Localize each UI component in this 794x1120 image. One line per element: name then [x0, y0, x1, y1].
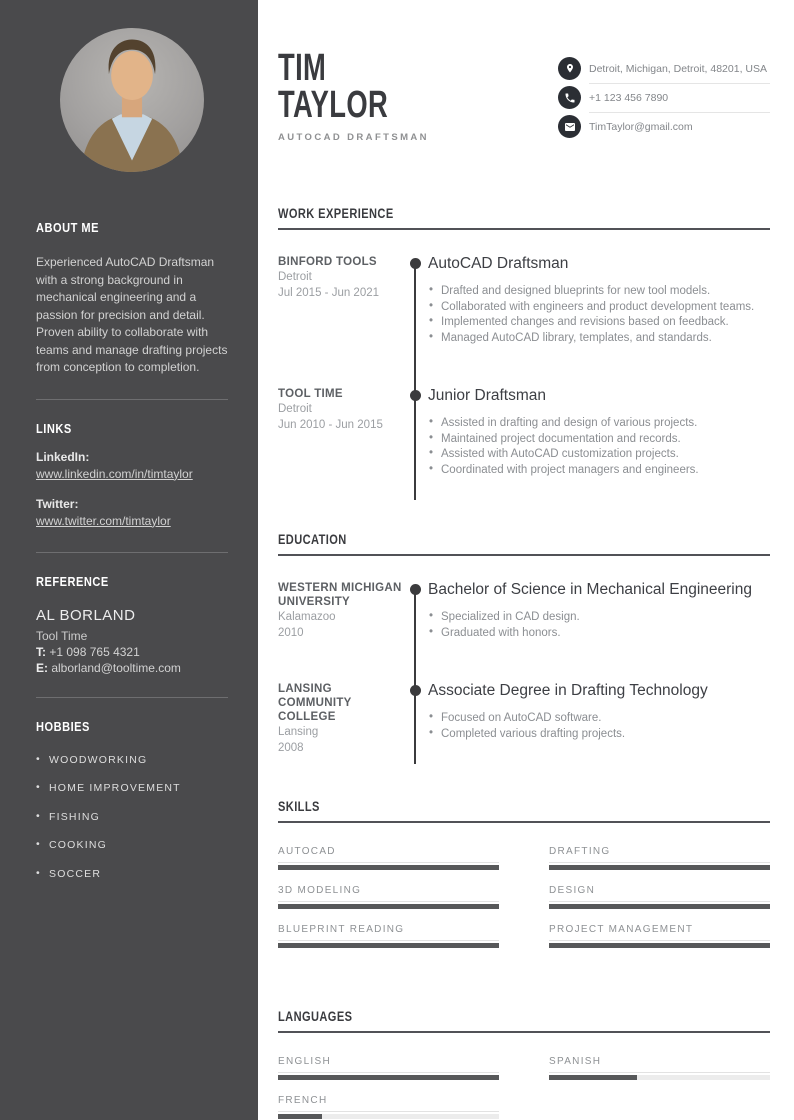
work-experience-title: WORK EXPERIENCE — [278, 206, 394, 221]
location-text: Detroit, Michigan, Detroit, 48201, USA — [589, 62, 767, 75]
language-meter — [549, 1075, 770, 1080]
hobby-item: • FISHING — [36, 811, 228, 823]
language-item — [278, 1056, 499, 1080]
language-meter — [278, 1075, 499, 1080]
language-meter-fill — [278, 1075, 499, 1080]
sidebar-divider — [36, 697, 228, 698]
skill-meter — [549, 943, 770, 948]
section-rule — [278, 554, 770, 556]
school-name: WESTERN MICHIGAN UNIVERSITY — [278, 582, 402, 608]
email-text: TimTaylor@gmail.com — [589, 120, 693, 133]
skill-meter — [549, 865, 770, 870]
skill-item — [549, 885, 770, 909]
bullet-item: • Assisted with AutoCAD customization projects. — [428, 447, 770, 463]
work-experience-section — [278, 206, 770, 478]
skill-meter — [278, 904, 499, 909]
hobby-list — [36, 754, 228, 880]
contact-block — [558, 57, 770, 143]
company-name: BINFORD TOOLS — [278, 256, 377, 268]
timeline-dot — [410, 390, 421, 401]
about-title: ABOUT ME — [36, 220, 100, 235]
bullet-item: • Completed various drafting projects. — [428, 727, 770, 743]
education-dates: 2008 — [278, 741, 304, 754]
hobby-item: • HOME IMPROVEMENT — [36, 782, 228, 794]
experience-entry — [278, 255, 770, 346]
skills-section — [278, 799, 770, 948]
education-dates: 2010 — [278, 626, 304, 639]
bullet-item: • Focused on AutoCAD software. — [428, 711, 770, 727]
bullet-item: • Specialized in CAD design. — [428, 610, 770, 626]
hobby-item: • COOKING — [36, 839, 228, 851]
education-title: EDUCATION — [278, 532, 347, 547]
link-item-linkedin — [36, 450, 228, 483]
contact-divider — [589, 112, 770, 113]
link-item-twitter — [36, 497, 228, 530]
link-label: Twitter: — [36, 496, 79, 511]
language-item — [549, 1056, 770, 1080]
name-block — [278, 47, 431, 143]
person-job-title: AUTOCAD DRAFTSMAN — [278, 132, 429, 143]
sidebar — [0, 0, 258, 1120]
skill-meter-fill — [278, 865, 499, 870]
languages-section — [278, 1009, 770, 1119]
school-name: LANSING COMMUNITY COLLEGE — [278, 683, 352, 723]
degree-title: Bachelor of Science in Mechanical Engineering — [428, 581, 752, 598]
employment-dates: Jun 2010 - Jun 2015 — [278, 418, 383, 431]
about-text: Experienced AutoCAD Draftsman with a strong background in mechanical engineering and a passion for precision and detail. Proven ability to collaborate with teams and manage drafting projects from conception to completion. — [36, 255, 228, 374]
section-rule — [278, 228, 770, 230]
links-title: LINKS — [36, 420, 72, 436]
portrait-illustration — [60, 28, 204, 172]
education-timeline — [278, 581, 770, 754]
experience-meta — [278, 255, 406, 300]
bullet-item: • Drafted and designed blueprints for new tool models. — [428, 284, 770, 300]
company-name: TOOL TIME — [278, 388, 343, 400]
languages-title: LANGUAGES — [278, 1009, 353, 1024]
languages-grid — [278, 1056, 770, 1119]
reference-company: Tool Time — [36, 628, 88, 643]
school-location: Kalamazoo — [278, 611, 336, 623]
company-location: Detroit — [278, 271, 312, 283]
skill-item — [549, 924, 770, 948]
link-label: LinkedIn: — [36, 449, 90, 464]
skills-title: SKILLS — [278, 799, 320, 814]
degree-bullets — [428, 711, 770, 742]
skill-label: AUTOCAD — [278, 846, 499, 863]
skill-label: DRAFTING — [549, 846, 770, 863]
degree-bullets — [428, 610, 770, 641]
reference-phone: T: +1 098 765 4321 — [36, 644, 140, 659]
education-meta — [278, 581, 406, 640]
reference-email: E: alborland@tooltime.com — [36, 660, 181, 675]
main-content — [258, 0, 794, 1120]
reference-name: AL BORLAND — [36, 606, 136, 624]
school-location: Lansing — [278, 726, 319, 738]
skill-meter-fill — [549, 865, 770, 870]
hobbies-section — [36, 719, 228, 880]
role-bullets — [428, 284, 770, 346]
skill-label: BLUEPRINT READING — [278, 924, 499, 941]
sidebar-divider — [36, 552, 228, 553]
links-section — [36, 421, 228, 530]
skill-item — [278, 846, 499, 870]
language-label: FRENCH — [278, 1095, 499, 1112]
timeline-dot — [410, 685, 421, 696]
role-title: AutoCAD Draftsman — [428, 255, 569, 272]
contact-email — [558, 115, 770, 138]
bullet-item: • Implemented changes and revisions based on feedback. — [428, 315, 770, 331]
bullet-item: • Assisted in drafting and design of various projects. — [428, 416, 770, 432]
language-label: SPANISH — [549, 1056, 770, 1073]
role-bullets — [428, 416, 770, 478]
language-meter-fill — [278, 1114, 322, 1119]
skill-meter-fill — [549, 943, 770, 948]
contact-location — [558, 57, 770, 80]
education-entry — [278, 682, 770, 754]
person-name: TIM TAYLOR — [278, 47, 389, 126]
hobby-item: • SOCCER — [36, 868, 228, 880]
timeline-dot — [410, 584, 421, 595]
skill-item — [549, 846, 770, 870]
hobbies-title: HOBBIES — [36, 718, 90, 734]
skill-meter-fill — [278, 943, 499, 948]
company-location: Detroit — [278, 403, 312, 415]
linkedin-link[interactable]: www.linkedin.com/in/timtaylor — [36, 466, 193, 481]
experience-timeline — [278, 255, 770, 478]
role-title: Junior Draftsman — [428, 387, 547, 404]
bullet-item: • Graduated with honors. — [428, 626, 770, 642]
skill-item — [278, 885, 499, 909]
skill-meter — [278, 943, 499, 948]
education-entry — [278, 581, 770, 641]
skill-label: DESIGN — [549, 885, 770, 902]
section-rule — [278, 821, 770, 823]
education-section — [278, 532, 770, 754]
twitter-link[interactable]: www.twitter.com/timtaylor — [36, 513, 171, 528]
contact-divider — [589, 83, 770, 84]
hobby-item: • WOODWORKING — [36, 754, 228, 766]
timeline-dot — [410, 258, 421, 269]
email-icon — [558, 115, 581, 138]
sidebar-divider — [36, 399, 228, 400]
skill-label: PROJECT MANAGEMENT — [549, 924, 770, 941]
language-item — [278, 1095, 499, 1119]
bullet-item: • Managed AutoCAD library, templates, and standards. — [428, 331, 770, 347]
language-meter-fill — [549, 1075, 637, 1080]
skill-label: 3D MODELING — [278, 885, 499, 902]
reference-section — [36, 574, 228, 675]
employment-dates: Jul 2015 - Jun 2021 — [278, 286, 380, 299]
language-label: ENGLISH — [278, 1056, 499, 1073]
section-rule — [278, 1031, 770, 1033]
degree-title: Associate Degree in Drafting Technology — [428, 682, 708, 699]
phone-icon — [558, 86, 581, 109]
experience-meta — [278, 387, 406, 432]
language-meter — [278, 1114, 499, 1119]
location-pin-icon — [558, 57, 581, 80]
reference-title: REFERENCE — [36, 573, 109, 589]
skill-item — [278, 924, 499, 948]
education-meta — [278, 682, 406, 755]
profile-photo — [60, 28, 204, 172]
phone-text: +1 123 456 7890 — [589, 91, 669, 104]
skill-meter-fill — [278, 904, 499, 909]
header — [278, 47, 770, 143]
experience-entry — [278, 387, 770, 478]
skill-meter-fill — [549, 904, 770, 909]
skills-grid — [278, 846, 770, 948]
bullet-item: • Coordinated with project managers and engineers. — [428, 463, 770, 479]
about-section — [36, 220, 228, 377]
contact-phone — [558, 86, 770, 109]
bullet-item: • Maintained project documentation and records. — [428, 432, 770, 448]
skill-meter — [549, 904, 770, 909]
bullet-item: • Collaborated with engineers and product development teams. — [428, 300, 770, 316]
skill-meter — [278, 865, 499, 870]
